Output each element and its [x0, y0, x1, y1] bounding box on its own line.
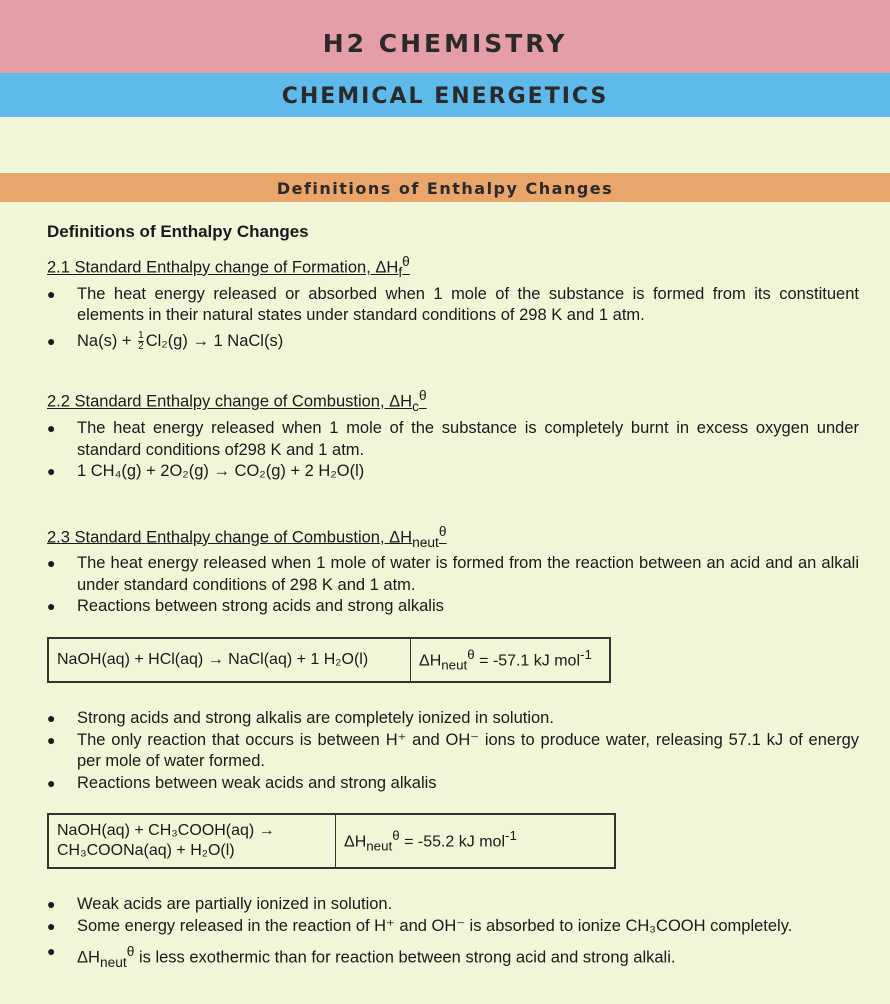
formation-list	[47, 284, 859, 353]
half-fraction: $\frac{1}{2}$	[138, 329, 144, 352]
section-banner: Definitions of Enthalpy Changes	[0, 173, 890, 202]
list-item: ● Strong acids and strong alkalis are completely ionized in solution.	[47, 708, 859, 730]
list-item: ● The heat energy released when 1 mole of water is formed from the reaction between an acid and an alkali under standard conditions of 298 K and 1 atm.	[47, 553, 859, 596]
neutralisation-list	[47, 553, 859, 618]
list-item: ● The only reaction that occurs is between H⁺ and OH⁻ ions to produce water, releasing 57.1 kJ of energy per mole of water formed.	[47, 730, 859, 773]
weak-acid-notes	[47, 894, 859, 973]
table-row	[48, 638, 610, 683]
strong-acid-table	[47, 637, 611, 684]
neutralisation-title: 2.3 Standard Enthalpy change of Combustion, $\Delta H_{neut}^\theta$	[47, 523, 447, 550]
page-subtitle: CHEMICAL ENERGETICS	[0, 73, 890, 117]
weak-acid-enthalpy: $\Delta H_{neut}^\theta = -55.2$ kJ mol$^{-1}$	[336, 814, 616, 868]
formation-equation: ● Na(s) + $\frac{1}{2}$ Cl₂(g) → 1 NaCl(s)	[47, 331, 859, 353]
strong-acid-equation: NaOH(aq) + HCl(aq) → NaCl(aq) + 1 H₂O(l)	[48, 638, 411, 683]
weak-acid-table	[47, 813, 616, 869]
combustion-title: 2.2 Standard Enthalpy change of Combustion, $\Delta H_c^\theta$	[47, 388, 427, 415]
section-heading: Definitions of Enthalpy Changes	[47, 222, 309, 241]
strong-acid-notes	[47, 708, 859, 794]
page-title: H2 CHEMISTRY	[0, 0, 890, 73]
list-item: ● Reactions between strong acids and strong alkalis	[47, 596, 859, 618]
formation-title: 2.1 Standard Enthalpy change of Formation, $\Delta H_f^\theta$	[47, 254, 410, 280]
list-item: ● The heat energy released when 1 mole of the substance is completely burnt in excess oxygen under standard conditions of298 K and 1 atm.	[47, 418, 859, 461]
combustion-list	[47, 418, 859, 483]
list-item: ● The heat energy released or absorbed when 1 mole of the substance is formed from its constituent elements in their natural states under standard conditions of 298 K and 1 atm.	[47, 284, 859, 327]
table-row	[48, 814, 615, 868]
combustion-equation: ● 1 CH₄(g) + 2O₂(g) → CO₂(g) + 2 H₂O(l)	[47, 461, 859, 483]
list-item: ● $\Delta H_{neut}^\theta$ is less exothermic than for reaction between strong acid and strong alkali.	[47, 941, 859, 973]
list-item: ● Some energy released in the reaction of H⁺ and OH⁻ is absorbed to ionize CH₃COOH completely.	[47, 916, 859, 938]
list-item: ● Reactions between weak acids and strong alkalis	[47, 773, 859, 795]
strong-acid-enthalpy: $\Delta H_{neut}^\theta = -57.1$ kJ mol$^{-1}$	[411, 638, 611, 683]
list-item: ● Weak acids are partially ionized in solution.	[47, 894, 859, 916]
content-body	[47, 222, 859, 974]
weak-acid-equation: NaOH(aq) + CH₃COOH(aq) → CH₃COONa(aq) + H₂O(l)	[48, 814, 336, 868]
